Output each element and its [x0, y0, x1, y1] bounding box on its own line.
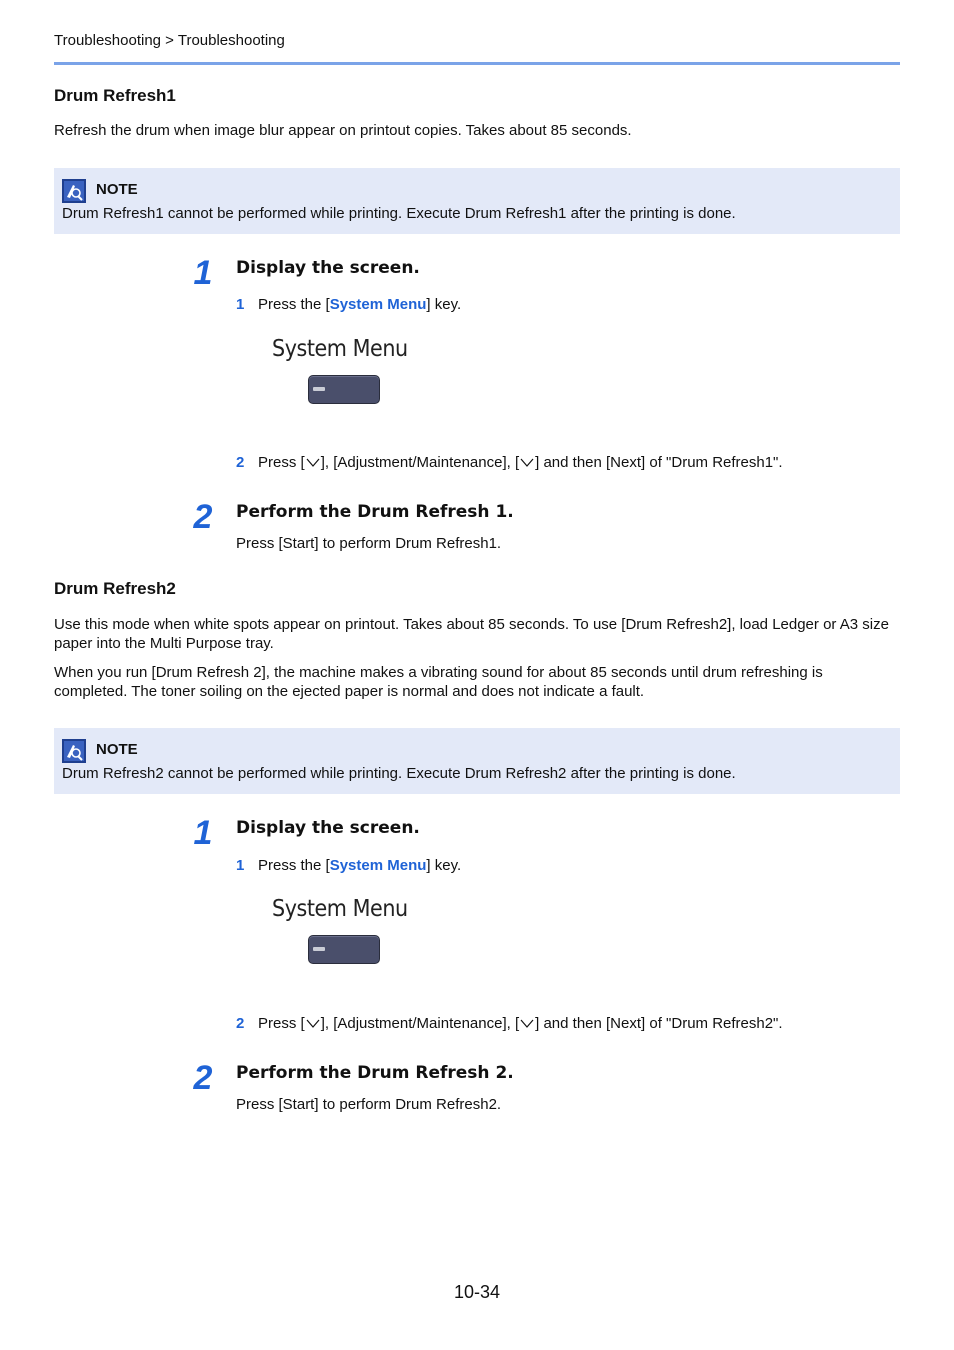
substep-text: ], [Adjustment/Maintenance], [ — [320, 1015, 520, 1032]
section-title-drum-refresh2: Drum Refresh2 — [54, 579, 176, 598]
step-number: 1 — [193, 814, 213, 852]
step-title: Perform the Drum Refresh 1. — [236, 502, 514, 522]
step-number: 2 — [193, 498, 213, 536]
step-number: 2 — [193, 1059, 213, 1097]
system-menu-key-label: System Menu — [329, 296, 427, 313]
note-text: Drum Refresh2 cannot be performed while printing. Execute Drum Refresh2 after the printing is done. — [62, 765, 736, 782]
substep-text: Press [ — [258, 1015, 305, 1032]
section2-paragraph-1: Use this mode when white spots appear on printout. Takes about 85 seconds. To use [Drum Refresh2], load Ledger or A3 size paper into the Multi Purpose tray. — [54, 616, 889, 652]
note-box-1 — [54, 168, 900, 234]
substep — [236, 296, 461, 313]
substep-number: 1 — [236, 296, 245, 313]
system-menu-panel-label: System Menu — [272, 336, 408, 362]
note-icon — [62, 739, 86, 763]
substep-text: Press the [ — [258, 296, 330, 313]
chevron-down-icon — [519, 1017, 535, 1029]
substep — [236, 857, 461, 874]
substep-number: 2 — [236, 1015, 245, 1032]
key-indicator — [313, 387, 325, 391]
substep — [236, 454, 783, 471]
header-rule — [54, 62, 900, 65]
substep — [236, 1015, 783, 1032]
substep-number: 2 — [236, 454, 245, 471]
substep-text: ] and then [Next] of "Drum Refresh1". — [535, 454, 783, 471]
note-box-2 — [54, 728, 900, 794]
system-menu-panel-label: System Menu — [272, 896, 408, 922]
system-menu-key — [308, 375, 380, 404]
substep-text: ] and then [Next] of "Drum Refresh2". — [535, 1015, 783, 1032]
step-number: 1 — [193, 254, 213, 292]
section1-description: Refresh the drum when image blur appear on printout copies. Takes about 85 seconds. — [54, 122, 632, 139]
section2-paragraph-2: When you run [Drum Refresh 2], the machine makes a vibrating sound for about 85 seconds until drum refreshing is completed. The toner soiling on the ejected paper is normal and does not indicate a fault. — [54, 664, 823, 700]
step-title: Display the screen. — [236, 818, 420, 838]
step-body: Press [Start] to perform Drum Refresh2. — [236, 1096, 502, 1113]
key-indicator — [313, 947, 325, 951]
note-label: NOTE — [96, 741, 138, 758]
note-text: Drum Refresh1 cannot be performed while printing. Execute Drum Refresh1 after the printing is done. — [62, 205, 736, 222]
chevron-down-icon — [305, 1017, 321, 1029]
breadcrumb: Troubleshooting > Troubleshooting — [54, 32, 285, 49]
step-title: Perform the Drum Refresh 2. — [236, 1063, 514, 1083]
chevron-down-icon — [305, 456, 321, 468]
note-icon — [62, 179, 86, 203]
substep-text: ] key. — [426, 296, 462, 313]
chevron-down-icon — [519, 456, 535, 468]
page-number: 10-34 — [453, 1282, 501, 1302]
substep-number: 1 — [236, 857, 245, 874]
substep-text: ] key. — [426, 857, 462, 874]
section-title-drum-refresh1: Drum Refresh1 — [54, 86, 176, 105]
system-menu-key-label: System Menu — [329, 857, 427, 874]
note-label: NOTE — [96, 181, 138, 198]
substep-text: ], [Adjustment/Maintenance], [ — [320, 454, 520, 471]
substep-text: Press [ — [258, 454, 305, 471]
step-body: Press [Start] to perform Drum Refresh1. — [236, 535, 502, 552]
substep-text: Press the [ — [258, 857, 330, 874]
step-title: Display the screen. — [236, 258, 420, 278]
system-menu-key — [308, 935, 380, 964]
